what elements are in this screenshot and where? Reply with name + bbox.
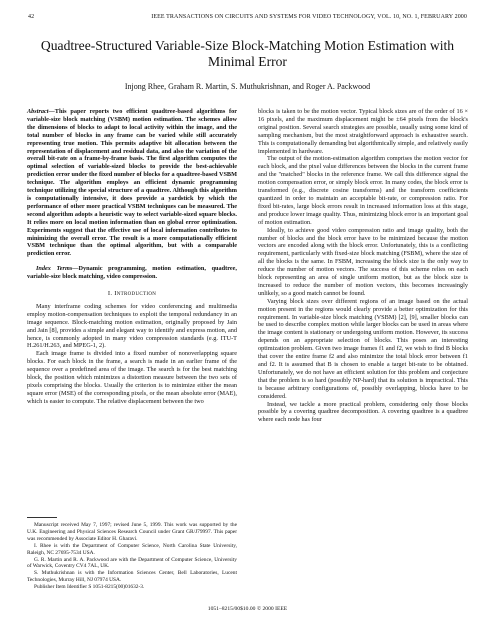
abstract-lead: Abstract—: [27, 108, 55, 115]
paragraph: Many interframe coding schemes for video conferencing and multimedia employ motion-compensation techniques to exploit the temporal redundancy in an image sequence. Block-matching motion estimation, originally proposed by Jain and Jain [8], provides a simple and elegant way to identify and express motion, and hence, is commonly adopted in many video compression standards (e.g. ITU-T H.261/H.263, and MPEG-1, 2).: [27, 302, 237, 350]
abstract: [27, 108, 237, 258]
paper-title: Quadtree-Structured Variable-Size Block-Matching Motion Estimation with Minimal Error: [40, 38, 455, 69]
running-head: [28, 14, 467, 20]
index-terms-text: Dynamic programming, motion estimation, quadtree, variable-size block matching, video compression.: [27, 265, 237, 281]
section-heading: I. Introduction: [107, 290, 157, 298]
footnote: I. Rhee is with the Department of Computer Science, North Carolina State University, Raleigh, NC 27695-7534 USA.: [27, 542, 237, 556]
right-column: [258, 108, 468, 424]
author-list: Injong Rhee, Graham R. Martin, S. Muthukrishnan, and Roger A. Packwood: [124, 82, 371, 91]
footnotes: [27, 517, 237, 591]
journal-header: IEEE TRANSACTIONS ON CIRCUITS AND SYSTEMS FOR VIDEO TECHNOLOGY, VOL. 10, NO. 1, FEBRUARY 2000: [151, 14, 467, 20]
paragraph: Each image frame is divided into a fixed number of nonoverlapping square blocks. For each block in the frame, a search is made in an earlier frame of the sequence over a predefined area of the image. The search is for the best matching block, the position which minimizes a distortion measure between the two sets of pixels comprising the blocks. Usually the criterion is to minimize either the mean square error (MSE) of the corresponding pixels, or the mean absolute error (MAE), which is easier to compute. The relative displacement between the two: [27, 350, 237, 405]
footnote: Publisher Item Identifier S 1051-8215(00)01632-3.: [34, 584, 145, 591]
paragraph: blocks is taken to be the motion vector. Typical block sizes are of the order of 16 × 16 pixels, and the maximum displacement might be ±64 pixels from the block's original position. Several search strategies are possible, usually using some kind of sampling mechanism, but the most straightforward approach is exhaustive search. This is computationally demanding but algorithmically simple, and relatively easily implemented in hardware.: [258, 108, 468, 155]
index-terms: [27, 265, 237, 281]
paragraph: Ideally, to achieve good video compression ratio and image quality, both the number of blocks and the block error have to be minimized because the motion vectors are encoded along with the block error. Unfortunately, this is a conflicting requirement, particularly with fixed-size block matching (FSBM), where the size of all the blocks is the same. In FSBM, increasing the block size is the only way to reduce the number of motion vectors. The success of this scheme relies on each block representing an area of single uniform motion, but as the block size is increased to reduce the number of motion vectors, this becomes increasingly unlikely, so a good match cannot be found.: [258, 226, 468, 297]
paragraph: The output of the motion-estimation algorithm comprises the motion vector for each block, and the pixel value differences between the blocks in the current frame and the "matched" blocks in the reference frame. We call this difference signal the motion compensation error, or simply block error. In many codes, the block error is transformed (e.g., discrete cosine transforms) and the transform coefficients quantized in order to maintain an acceptable bit-rate, or compression ratio. For fixed bit-rates, large block errors result in increased information loss at this stage, and produce lower image quality. Thus, minimizing block error is an important goal of motion estimation.: [258, 155, 468, 226]
footnote: S. Muthukrishnan is with the Information Sciences Center, Bell Laboratories, Lucent Technologies, Murray Hill, NJ 07974 USA.: [27, 570, 237, 584]
footnote: G. R. Martin and R. A. Packwood are with the Department of Computer Science, University of Warwick, Coventry CV4 7AL, UK.: [27, 556, 237, 570]
footnote: Manuscript received May 7, 1997; revised June 5, 1999. This work was supported by the U.K. Engineering and Physical Sciences Research Council under Grant GR/J79997. This paper was recommended by Associate Editor H. Gharavi.: [27, 522, 237, 542]
abstract-text: This paper reports two efficient quadtree-based algorithms for variable-size block matching (VSBM) motion estimation. The schemes allow the dimensions of blocks to adapt to local activity within the image, and the total number of blocks in any frame can be varied while still accurately representing true motion. This permits adaptive bit allocation between the representation of displacement and residual data, and also the variation of the overall bit-rate on a frame-by-frame basis. The first algorithm computes the optimal selection of variable-sized blocks to provide the best-achievable prediction error under the fixed number of blocks for a quadtree-based VSBM technique. The algorithm employs an efficient dynamic programming technique utilizing the special structure of a quadtree. Although this algorithm is computationally intensive, it does provide a yardstick by which the performance of other more practical VSBM techniques can be measured. The second algorithm adopts a heuristic way to select variable-sized square blocks. It relies more on local motion information than on global error optimization. Experiments suggest that the effective use of local information contributes to minimizing the overall error. The result is a more computationally efficient VSBM technique than the optimal algorithm, but with a comparable prediction error.: [27, 108, 237, 258]
index-terms-lead: Index Terms—: [36, 265, 79, 273]
copyright-line: 1051–8215/00$10.00 © 2000 IEEE: [207, 606, 288, 612]
left-column: [27, 108, 237, 406]
page-number: 42: [28, 14, 35, 20]
paragraph: Varying block sizes over different regions of an image based on the actual motion present in the regions would clearly provide a better optimization for this requirement. In variable-size block matching (VSBM) [2], [9], smaller blocks can be used to describe complex motion while larger blocks can be used in areas where the image content is stationary or undergoing uniform motion. However, its success depends on an appropriate selection of blocks. This poses an interesting optimization problem. Given two image frames f1 and f2, we wish to find B blocks that cover the entire frame f2 and also minimize the total block error between f1 and f2. It is assumed that B is chosen to enable a target bit-rate to be obtained. Unfortunately, we do not have an efficient solution for this problem and conjecture that the problem is so hard (possibly NP-hard) that its solution is impractical. This is because arbitrary configurations of, possibly overlapping, blocks have to be considered.: [258, 297, 468, 400]
footnote-divider: [27, 517, 57, 518]
paragraph: Instead, we tackle a more practical problem, considering only those blocks possible by a covering quadtree decomposition. A covering quadtree is a quadtree where each node has four: [258, 400, 468, 424]
